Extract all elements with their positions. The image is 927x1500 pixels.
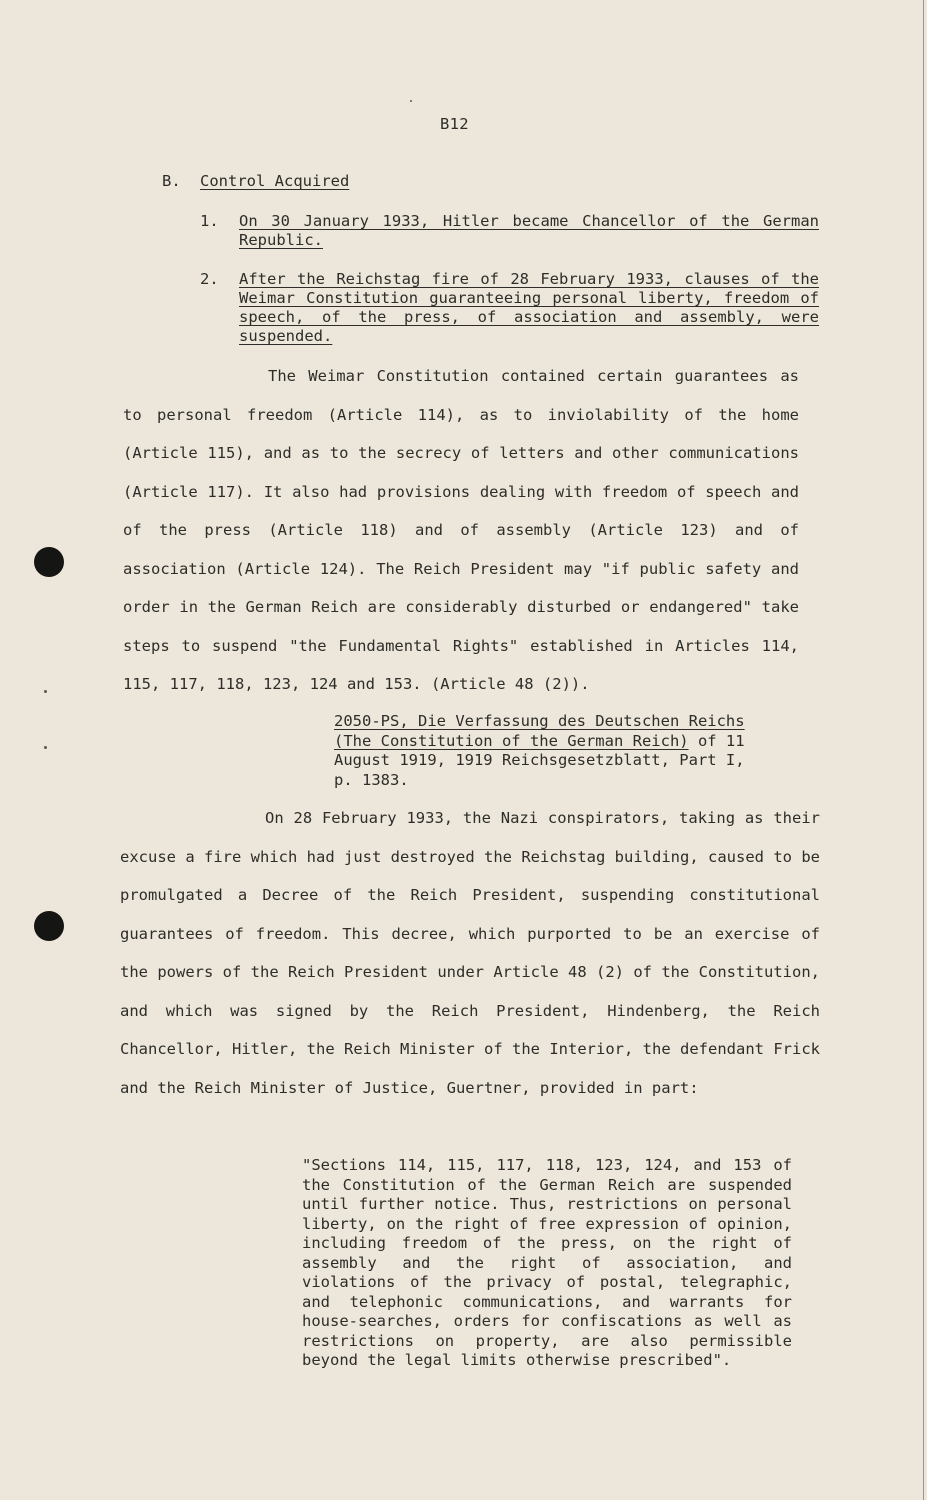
page-number: B12	[440, 115, 469, 133]
punch-hole	[34, 547, 64, 577]
block-quote: "Sections 114, 115, 117, 118, 123, 124, and 153 of the Constitution of the German Reich are suspended until further notice. Thus, restrictions on personal liberty, on the right of free expression of opinion, including freedom of the press, on the right of assembly and the right of association, and violations of the privacy of postal, telegraphic, and telephonic communications, and warrants for house-searches, orders for confiscations as well as restrictions on property, are also permissible beyond the legal limits otherwise prescribed".	[302, 1156, 792, 1369]
speck-mark	[410, 100, 412, 102]
body-paragraph: On 28 February 1933, the Nazi conspirators, taking as their excuse a fire which had just destroyed the Reichstag building, caused to be promulgated a Decree of the Reich President, suspending constitutional guarantees of freedom. This decree, which purported to be an exercise of the powers of the Reich President under Article 48 (2) of the Constitution, and which was signed by the Reich President, Hindenberg, the Reich Chancellor, Hitler, the Reich Minister of the Interior, the defendant Frick and the Reich Minister of Justice, Guertner, provided in part:	[120, 809, 820, 1097]
citation-details: of 11 August 1919, 1919 Reichsgesetzblatt, Part I, p. 1383.	[334, 731, 745, 789]
speck-mark	[44, 690, 47, 693]
list-item-text: After the Reichstag fire of 28 February 1933, clauses of the Weimar Constitution guaranteeing personal liberty, freedom of speech, of the press, of association and assembly, were suspended.	[239, 270, 819, 345]
list-item-text: On 30 January 1933, Hitler became Chancellor of the German Republic.	[239, 212, 819, 249]
body-paragraph: The Weimar Constitution contained certain guarantees as to personal freedom (Article 114), as to inviolability of the home (Article 115), and as to the secrecy of letters and other communications (Article 117). It also had provisions dealing with freedom of speech and of the press (Article 118) and of assembly (Article 123) and of association (Article 124). The Reich President may "if public safety and order in the German Reich are considerably disturbed or endangered" take steps to suspend "the Fundamental Rights" established in Articles 114, 115, 117, 118, 123, 124 and 153. (Article 48 (2)).	[123, 367, 799, 693]
citation-title: 2050-PS, Die Verfassung des Deutschen Reichs (The Constitution of the German Reich)	[334, 712, 745, 750]
citation	[334, 712, 762, 790]
speck-mark	[44, 746, 47, 749]
list-item-number: 1.	[200, 212, 219, 230]
section-heading	[162, 172, 349, 191]
list-item-number: 2.	[200, 270, 219, 288]
page-edge	[923, 0, 924, 1500]
section-title: Control Acquired	[200, 172, 350, 190]
section-letter: B.	[162, 172, 181, 190]
punch-hole	[34, 911, 64, 941]
